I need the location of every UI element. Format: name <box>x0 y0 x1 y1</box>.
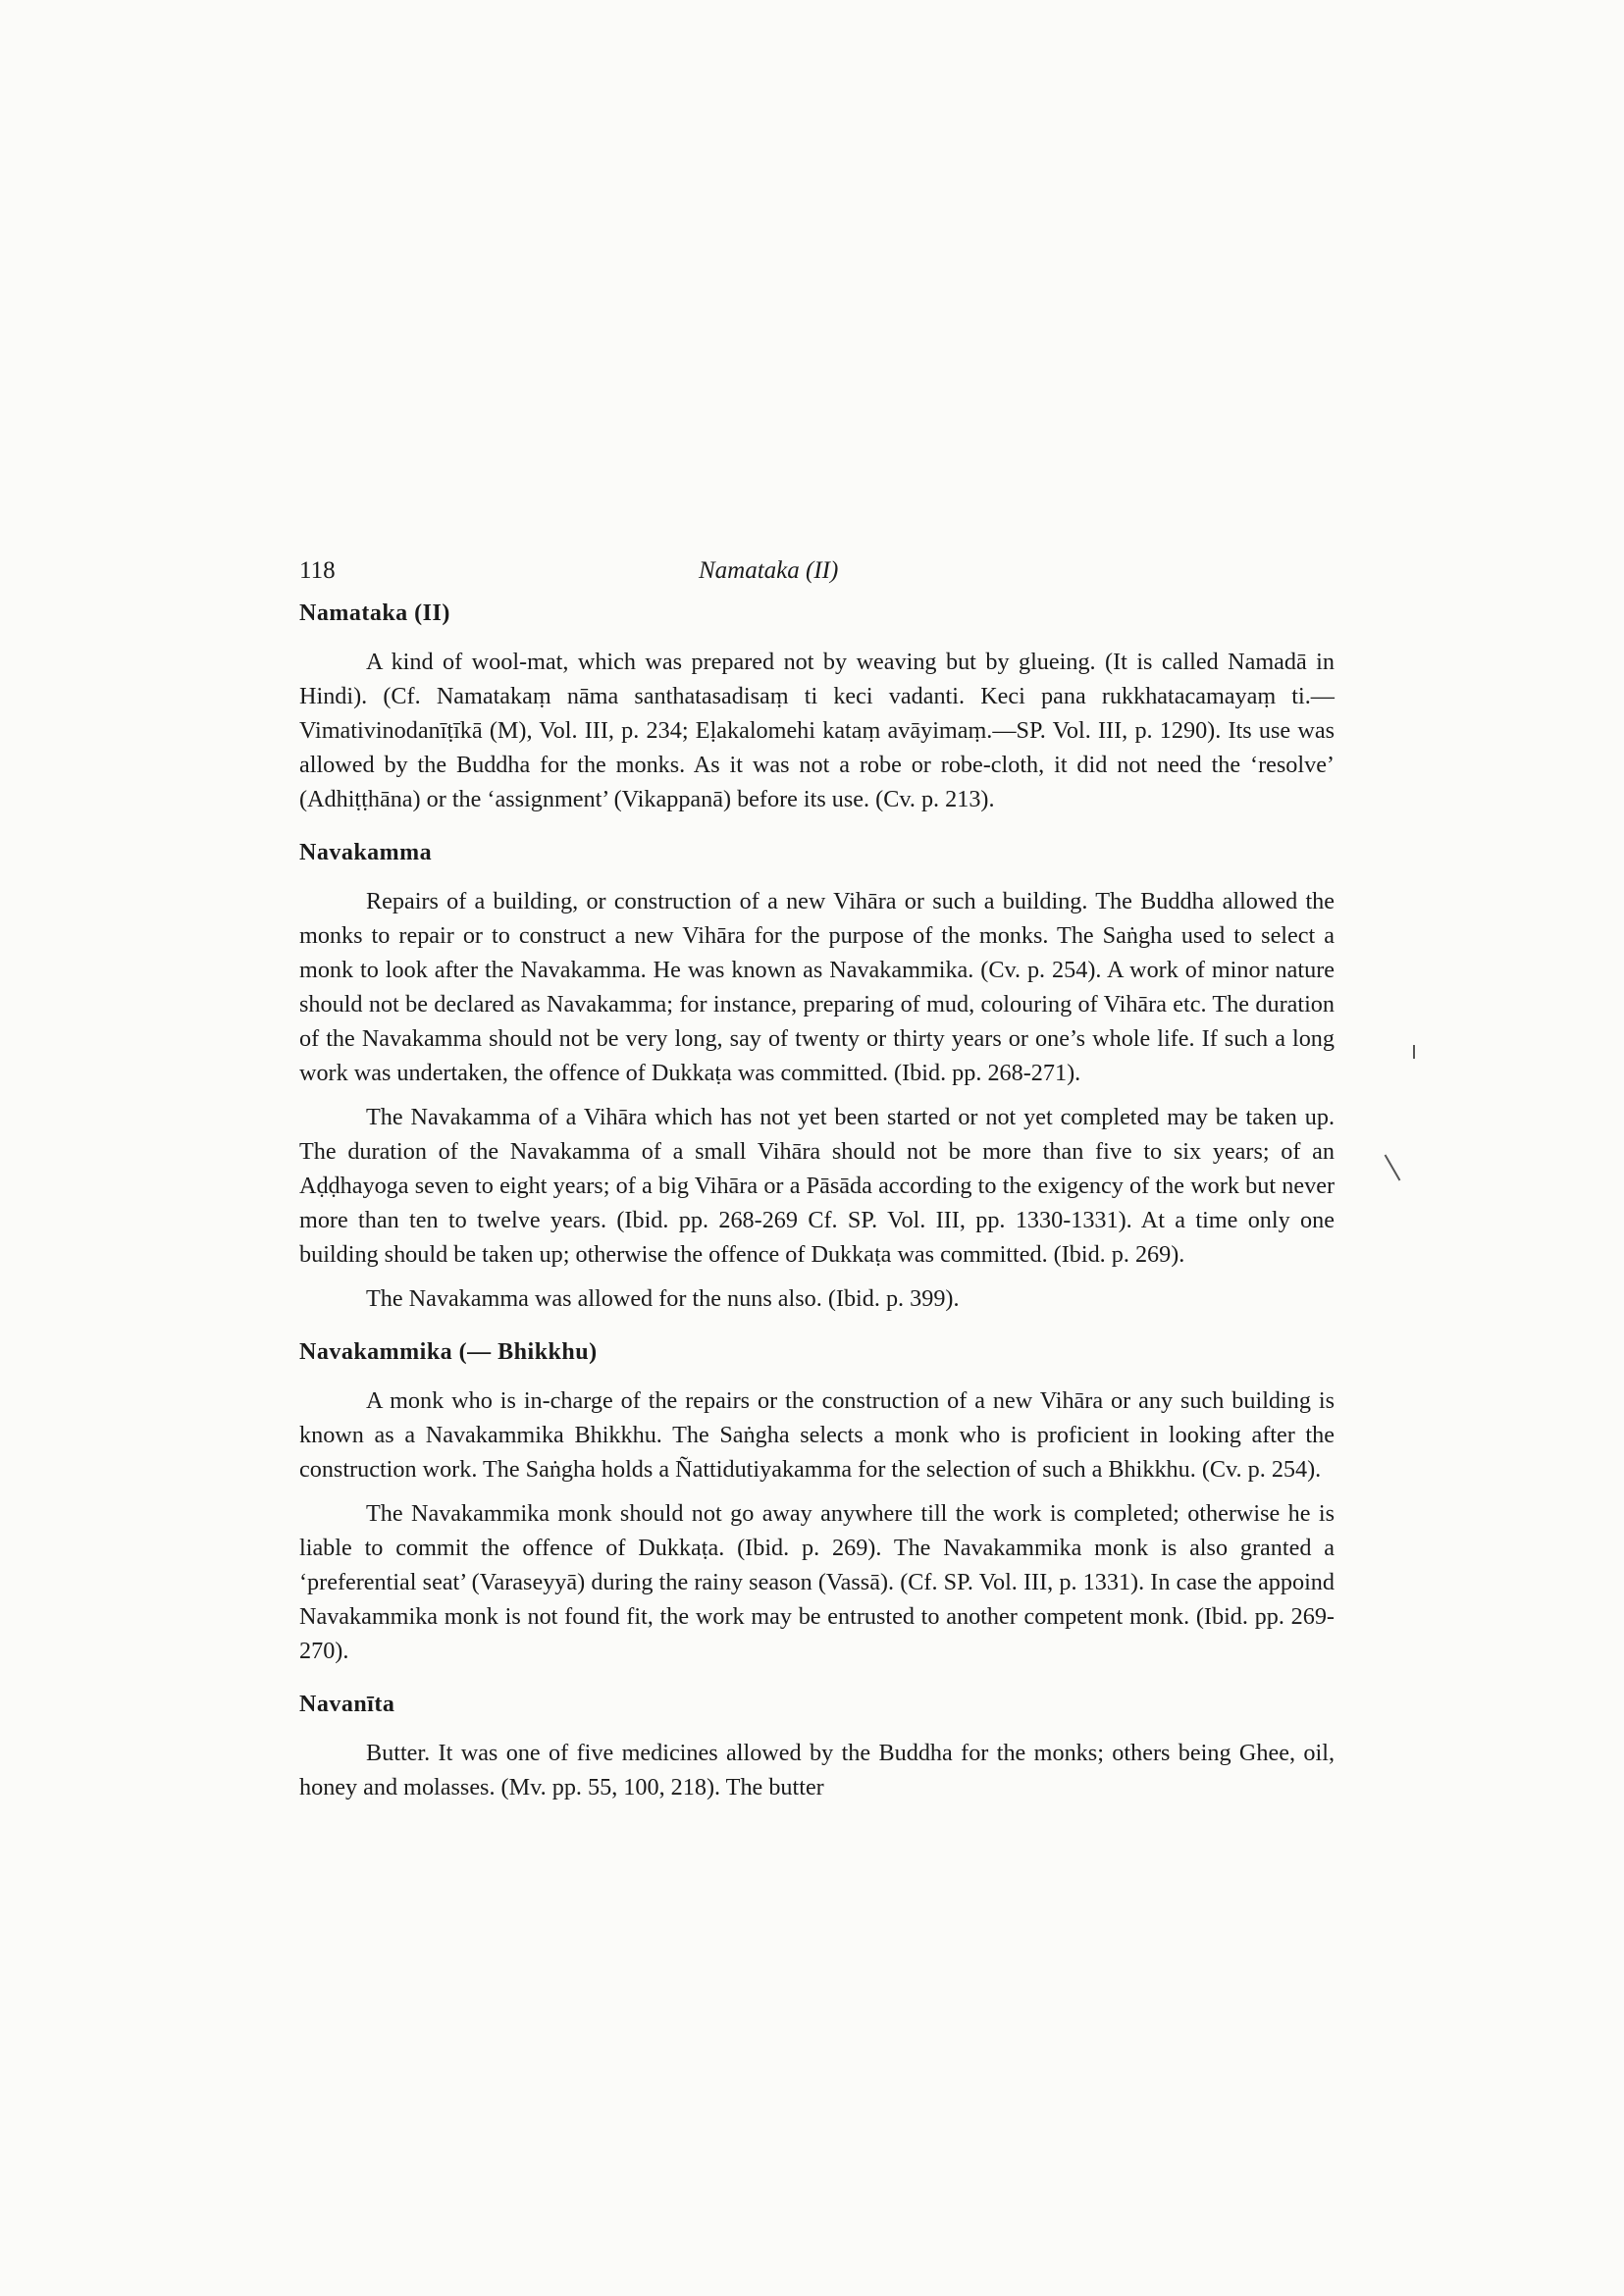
margin-scan-mark <box>1413 1045 1415 1059</box>
page-number: 118 <box>299 557 336 584</box>
entry-paragraph: A monk who is in-charge of the repairs or the construction of a new Vihāra or any such building is known as a Navakammika Bhikkhu. The Saṅgha selects a monk who is proficient in looking after the construction work. The Saṅgha holds a Ñattidutiyakamma for the selection of such a Bhikkhu. (Cv. p. 254). <box>299 1387 1335 1483</box>
entry-paragraph: Butter. It was one of five medicines allowed by the Buddha for the monks; others being Ghee, oil, honey and molasses. (Mv. pp. 55, 100, 218). The butter <box>299 1740 1335 1800</box>
entry-paragraph: A kind of wool-mat, which was prepared not by weaving but by glueing. (It is called Namadā in Hindi). (Cf. Namatakaṃ nāma santhatasadisaṃ ti keci vadanti. Keci pana rukkhatacamayaṃ ti.—Vimativinodanīṭīkā (M), Vol. III, p. 234; Eḷakalomehi kataṃ avāyimaṃ.—SP. Vol. III, p. 1290). Its use was allowed by the Buddha for the monks. As it was not a robe or robe-cloth, it did not need the ‘resolve’ (Adhiṭṭhāna) or the ‘assignment’ (Vikappanā) before its use. (Cv. p. 213). <box>299 649 1335 812</box>
entry-heading: Namataka (II) <box>299 600 450 626</box>
entry-navanita <box>299 1692 1335 1804</box>
running-title: Namataka (II) <box>699 557 839 584</box>
entry-heading: Navakammika (— Bhikkhu) <box>299 1339 598 1365</box>
entry-paragraph: Repairs of a building, or construction of a new Vihāra or such a building. The Buddha allowed the monks to repair or to construct a new Vihāra for the purpose of the monks. The Saṅgha used to select a monk to look after the Navakamma. He was known as Navakammika. (Cv. p. 254). A work of minor nature should not be declared as Navakamma; for instance, preparing of mud, colouring of Vihāra etc. The duration of the Navakamma should not be very long, say of twenty or thirty years or one’s whole life. If such a long work was undertaken, the offence of Dukkaṭa was committed. (Ibid. pp. 268-271). <box>299 888 1335 1086</box>
entry-namataka <box>299 600 1335 816</box>
entry-paragraph: The Navakamma was allowed for the nuns also. (Ibid. p. 399). <box>366 1285 960 1312</box>
entry-navakammika <box>299 1339 1335 1668</box>
entry-paragraph: The Navakamma of a Vihāra which has not yet been started or not yet completed may be taken up. The duration of the Navakamma of a small Vihāra should not be more than five to six years; of an Aḍḍhayoga seven to eight years; of a big Vihāra or a Pāsāda according to the exigency of the work but never more than ten to twelve years. (Ibid. pp. 268-269 Cf. SP. Vol. III, pp. 1330-1331). At a time only one building should be taken up; otherwise the offence of Dukkaṭa was committed. (Ibid. p. 269). <box>299 1104 1335 1268</box>
margin-scan-mark <box>1385 1155 1401 1181</box>
entry-heading: Navakamma <box>299 840 433 865</box>
page-body <box>299 549 1335 1814</box>
entry-paragraph: The Navakammika monk should not go away anywhere till the work is completed; otherwise he is liable to commit the offence of Dukkaṭa. (Ibid. p. 269). The Navakammika monk is also granted a ‘preferential seat’ (Varaseyyā) during the rainy season (Vassā). (Cf. SP. Vol. III, p. 1331). In case the appoind Navakammika monk is not found fit, the work may be entrusted to another competent monk. (Ibid. pp. 269-270). <box>299 1500 1335 1664</box>
entry-heading: Navanīta <box>299 1692 395 1717</box>
entry-navakamma <box>299 840 1335 1316</box>
running-header <box>299 549 1335 593</box>
